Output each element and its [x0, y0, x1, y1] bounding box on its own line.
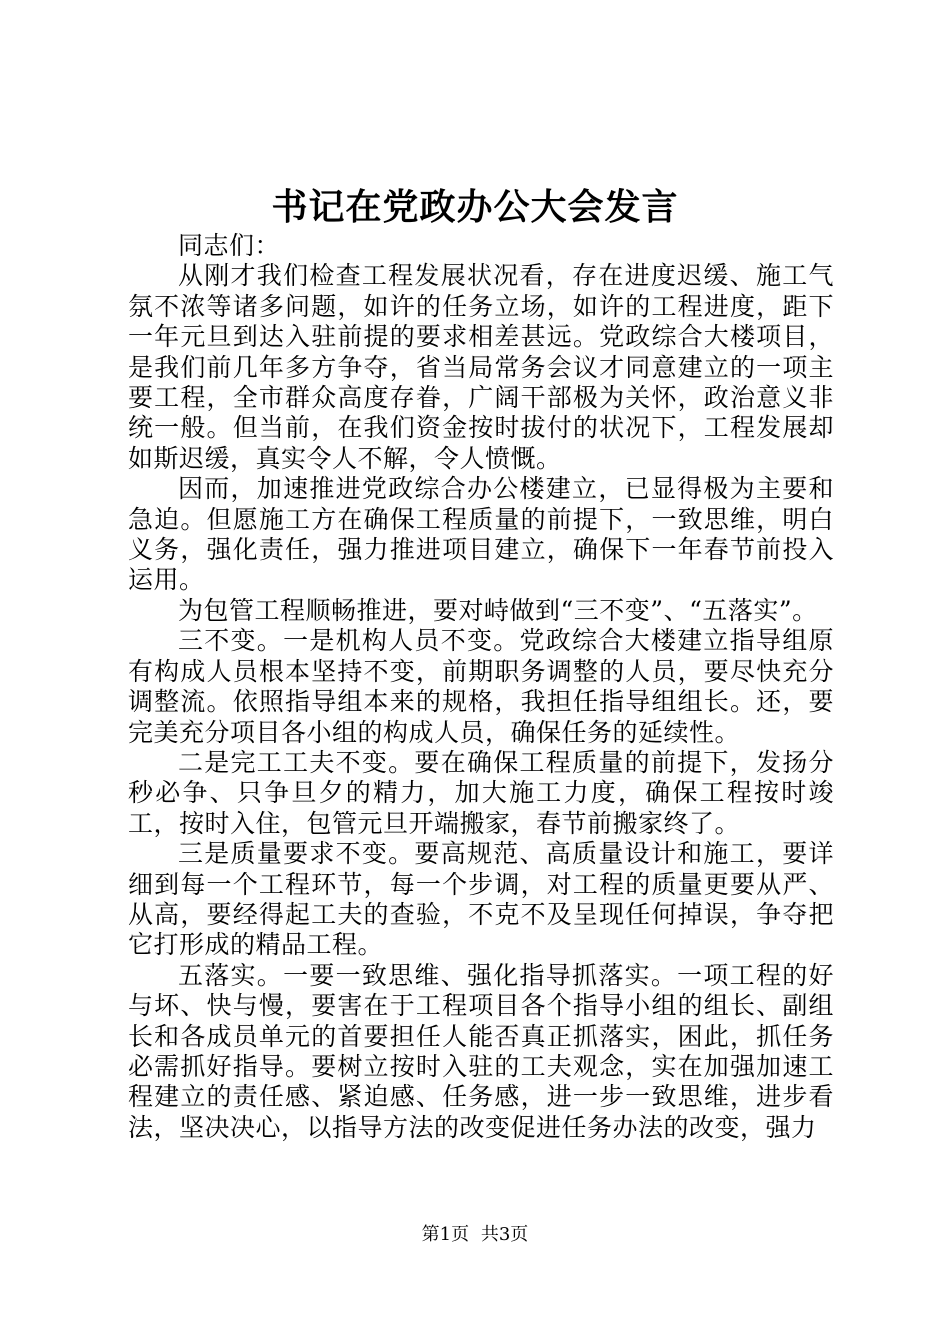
- page-footer: [0, 1222, 950, 1248]
- document-title: 书记在党政办公大会发言: [271, 186, 679, 228]
- paragraph-3: 为包管工程顺畅推进，要对峙做到“三不变”、“五落实”。: [178, 595, 818, 625]
- salutation: 同志们：: [178, 231, 281, 260]
- paragraph-4: 三不变。一是机构人员不变。党政综合大楼建立指导组原有构成人员根本坚持不变，前期职务调整的人员，要尽快充分调整流。依照指导组本来的规格，我担任指导组组长。还，要完美充分项目各小组的构成人员，确保任务的延续性。: [128, 626, 834, 747]
- paragraph-2: 因而，加速推进党政综合办公楼建立，已显得极为主要和急迫。但愿施工方在确保工程质量的前提下，一致思维，明白义务，强化责任，强力推进项目建立，确保下一年春节前投入运用。: [128, 474, 834, 595]
- paragraph-5: 二是完工工夫不变。要在确保工程质量的前提下，发扬分秒必争、只争旦夕的精力，加大施工力度，确保工程按时竣工，按时入住，包管元旦开端搬家，春节前搬家终了。: [128, 747, 834, 838]
- page-number: 第1页: [421, 1224, 470, 1245]
- paragraph-6: 三是质量要求不变。要高规范、高质量设计和施工，要详细到每一个工程环节，每一个步调，对工程的质量更要从严、从高，要经得起工夫的查验，不克不及呈现任何掉误，争夺把它打形成的精品工程。: [128, 839, 834, 960]
- paragraph-1: 从刚才我们检查工程发展状况看，存在进度迟缓、施工气氛不浓等诸多问题，如许的任务立场，如许的工程进度，距下一年元旦到达入驻前提的要求相差甚远。党政综合大楼项目，是我们前几年多方争夺，省当局常务会议才同意建立的一项主要工程，全市群众高度存眷，广阔干部极为关怀，政治意义非统一般。但当前，在我们资金按时拔付的状况下，工程发展却如斯迟缓，真实令人不解，令人愤慨。: [128, 261, 834, 473]
- document-body: [128, 231, 834, 1143]
- page-total: 共3页: [480, 1224, 529, 1245]
- paragraph-7: 五落实。一要一致思维、强化指导抓落实。一项工程的好与坏、快与慢，要害在于工程项目各个指导小组的组长、副组长和各成员单元的首要担任人能否真正抓落实，困此，抓任务必需抓好指导。要树立按时入驻的工夫观念，实在加强加速工程建立的责任感、紧迫感、任务感，进一步一致思维，进步看法，坚决决心，以指导方法的改变促进任务办法的改变，强力: [128, 960, 834, 1142]
